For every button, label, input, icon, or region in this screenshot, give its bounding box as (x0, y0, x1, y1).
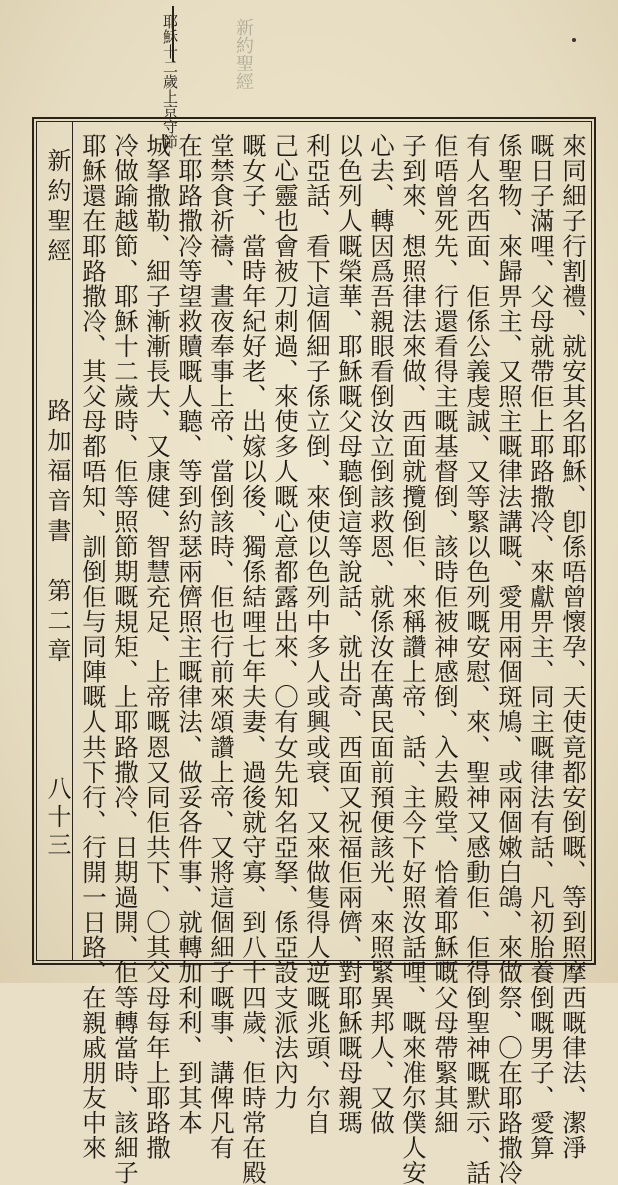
text-column: 心去、轉因爲吾親眼看倒汝立倒該救恩、就係汝在萬民面前預便該光、來照緊異邦人、又做 (367, 133, 396, 1135)
side-column (40, 148, 72, 948)
page-number: 八十三 (43, 776, 71, 860)
book-name: 路加福音書 (43, 398, 71, 548)
faint-ink-stamp: 新約聖經 (233, 18, 254, 90)
side-column-rule (72, 121, 73, 961)
book-and-chapter (42, 398, 72, 668)
book-title: 新約聖經 (43, 148, 71, 268)
heading-bracket (172, 6, 184, 62)
text-column: 冷做踰越節、耶穌十二歲時、佢等照節期嘅規矩、上耶路撒冷、日期過開、佢等轉當時、該細子 (111, 133, 140, 1185)
text-column: 嘅女子、當時年紀好老、出嫁以後、獨係結哩七年夫妻、過後就守寡、到八十四歲、佢時常在殿 (239, 133, 268, 1185)
text-body (76, 133, 588, 1185)
text-column: 以色列人嘅榮華、耶穌嘅父母聽倒這等說話、就出奇、西面又祝福佢兩儕、對耶穌嘅母親瑪 (335, 133, 364, 1135)
text-column: 城拏撒勒、細子漸漸長大、又康健、智慧充足、上帝嘅恩又同佢共下、〇其父母每年上耶路撒 (143, 133, 172, 1161)
text-column: 在耶路撒冷等望救贖嘅人聽、等到約瑟兩儕照主嘅律法、做妥各件事、就轉加利利、到其本 (175, 133, 204, 1135)
text-column: 佢唔曾死先、行還看得主嘅基督倒、該時佢被神感倒、入去殿堂、恰着耶穌嘅父母帶緊其細 (431, 133, 460, 1135)
text-column: 嘅日子滿哩、父母就帶佢上耶路撒冷、來獻畀主、同主嘅律法有話、凡初胎養倒嘅男子、愛算 (527, 133, 556, 1161)
text-column: 係聖物、來歸畀主、又照主嘅律法講嘅、愛用兩個斑鳩、或兩個嫩白鴿、來做祭、〇在耶路撒冷 (495, 133, 524, 1185)
section-heading-note: 耶穌十二歲上京守節 (161, 14, 179, 149)
text-column: 己心靈也會被刀刺過、來使多人嘅心意都露出來、〇有女先知名亞拏、係亞設支派法內力 (271, 133, 300, 1110)
chapter-label: 第二章 (43, 578, 71, 668)
text-column: 有人名西面、佢係公義虔誠、又等緊以色列嘅安慰、來、聖神又感動佢、佢得倒聖神嘅默示、話 (463, 133, 492, 1185)
text-column: 來同細子行割禮、就安其名耶穌、卽係唔曾懷孕、天使竟都安倒嘅、等到照摩西嘅律法、潔淨 (559, 133, 588, 1161)
text-column: 子到來、想照律法來做、西面就攬倒佢、來稱讚上帝、話、主今下好照汝話哩、嘅來准尔僕人安 (399, 133, 428, 1185)
text-column: 利亞話、看下這個細子係立倒、來使以色列中多人或興或衰、又來做隻得人逆嘅兆頭、尔自 (303, 133, 332, 1135)
text-column: 堂禁食祈禱、晝夜奉事上帝、當倒該時、佢也行前來頌讚上帝、又將這個細子嘅事、講俾凡有 (207, 133, 236, 1161)
ink-dot (572, 38, 576, 42)
text-column: 耶穌還在耶路撒冷、其父母都唔知、訓倒佢与同陣嘅人共下行、行開一日路、在親戚朋友中來 (79, 133, 108, 1161)
